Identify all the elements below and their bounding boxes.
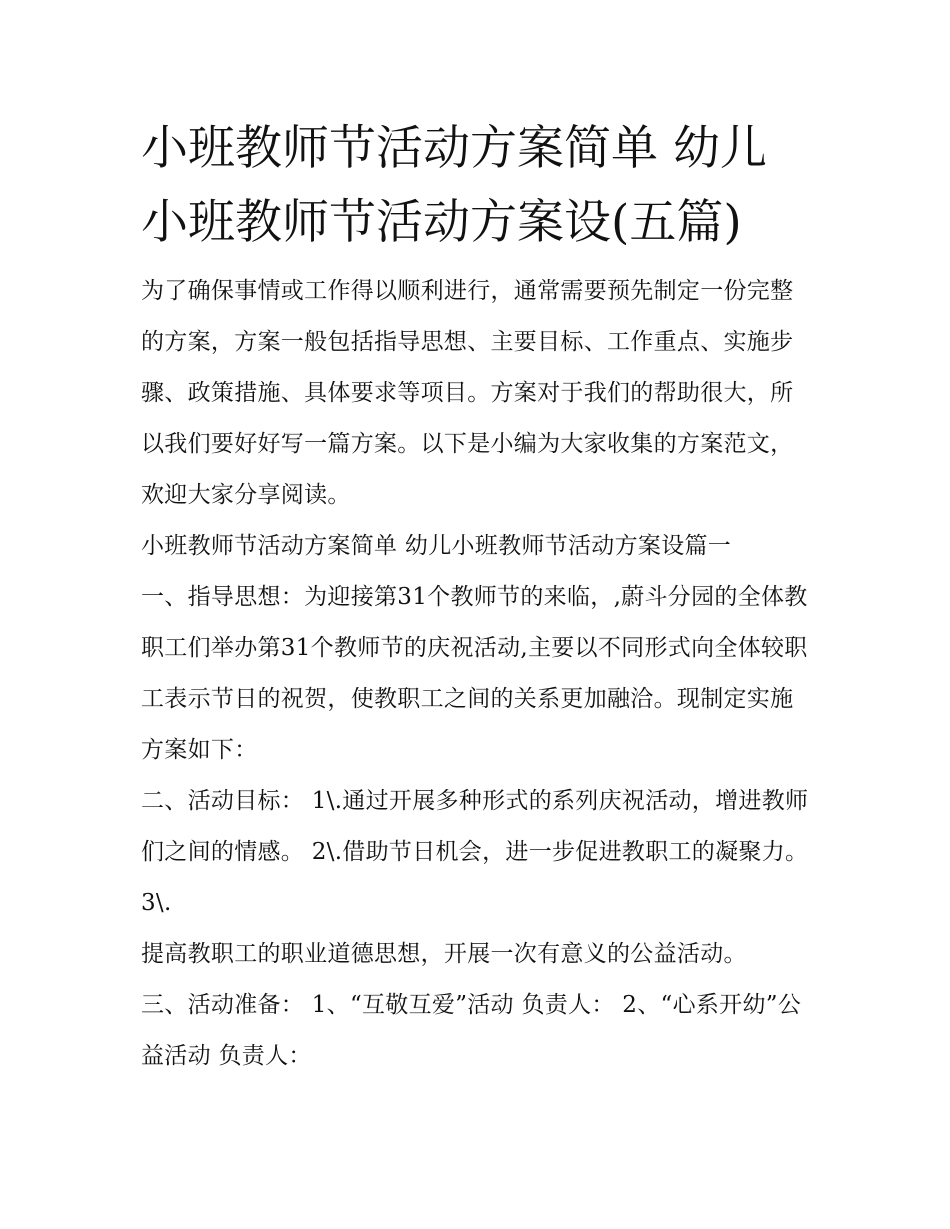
document-page: [141, 112, 813, 1082]
intro-paragraph: 为了确保事情或工作得以顺利进行，通常需要预先制定一份完整的方案，方案一般包括指导思想、主要目标、工作重点、实施步骤、政策措施、具体要求等项目。方案对于我们的帮助很大，所以我们要好好写一篇方案。以下是小编为大家收集的方案范文，欢迎大家分享阅读。: [141, 278, 794, 508]
section-heading: 小班教师节活动方案简单 幼儿小班教师节活动方案设篇一: [141, 533, 732, 559]
document-title: 小班教师节活动方案简单 幼儿小班教师节活动方案设(五篇): [141, 121, 767, 250]
activity-preparation-paragraph: 三、活动准备： 1、“互敬互爱”活动 负责人： 2、“心系开幼”公益活动 负责人：: [141, 992, 802, 1069]
guiding-principle-paragraph: 一、指导思想：为迎接第31个教师节的来临，,蔚斗分园的全体教职工们举办第31个教师节的庆祝活动,主要以不同形式向全体较职工表示节日的祝贺，使教职工之间的关系更加融洽。现制定实施方案如下：: [141, 584, 808, 763]
activity-goals-continued: 提高教职工的职业道德思想，开展一次有意义的公益活动。: [141, 941, 747, 967]
activity-goals-paragraph: 二、活动目标： 1\.通过开展多种形式的系列庆祝活动，增进教师们之间的情感。 2\.借助节日机会，进一步促进教职工的凝聚力。 3\.: [141, 788, 809, 916]
